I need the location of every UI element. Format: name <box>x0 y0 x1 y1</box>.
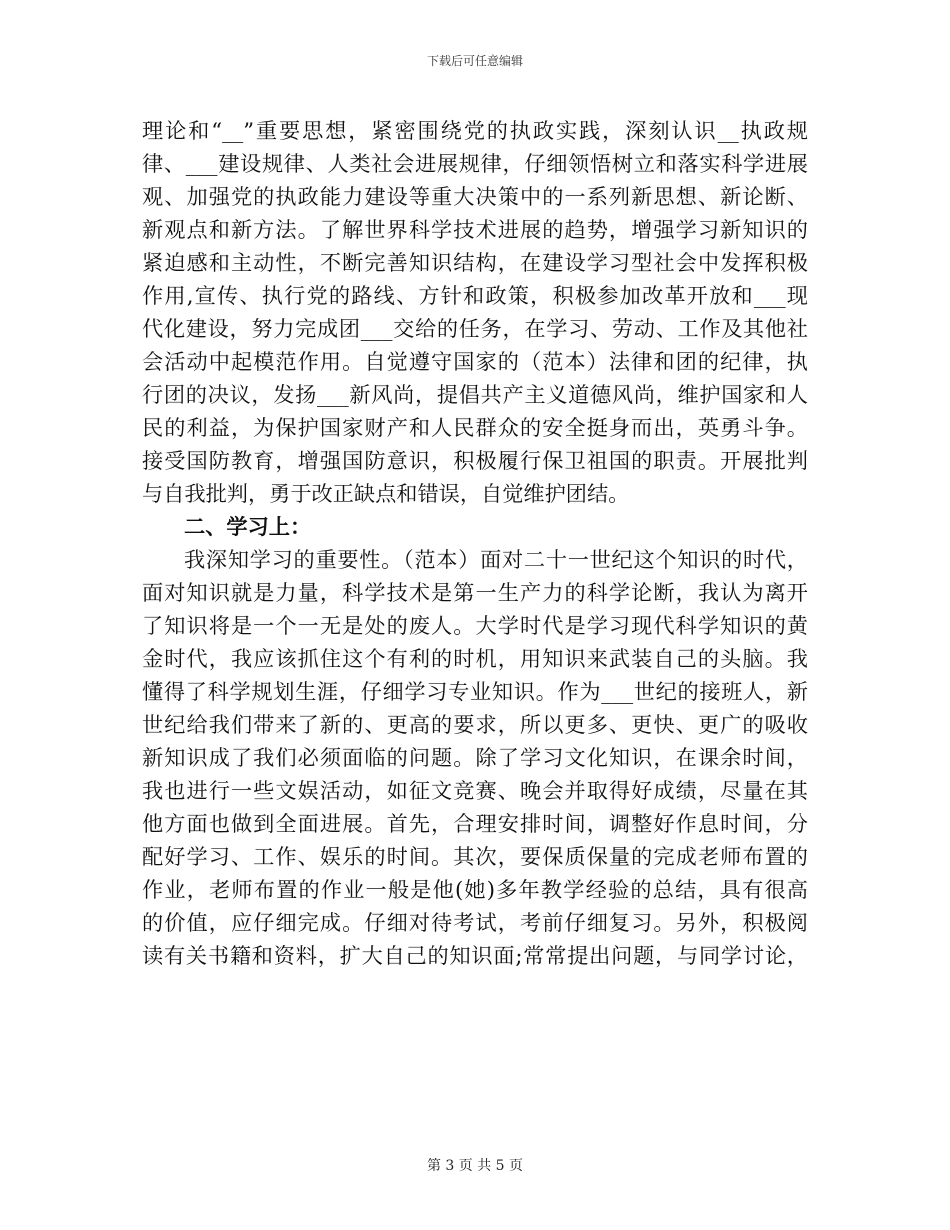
text-line: 接受国防教育，增强国防意识，积极履行保卫祖国的职责。开展批判 <box>142 448 808 473</box>
text-line: 世纪给我们带来了新的、更高的要求，所以更多、更快、更广的吸收 <box>142 712 808 737</box>
text-line: 民的利益，为保护国家财产和人民群众的安全挺身而出，英勇斗争。 <box>142 415 808 440</box>
text-line: 代化建设，努力完成团___交给的任务，在学习、劳动、工作及其他社 <box>142 316 808 341</box>
text-line: 观、加强党的执政能力建设等重大决策中的一系列新思想、新论断、 <box>142 184 808 209</box>
text-line: 新观点和新方法。了解世界科学技术进展的趋势，增强学习新知识的 <box>142 217 808 242</box>
text-line: 的价值，应仔细完成。仔细对待考试，考前仔细复习。另外，积极阅 <box>142 910 808 935</box>
text-line: 作用,宣传、执行党的路线、方针和政策，积极参加改革开放和___现 <box>142 283 808 308</box>
text-line: 作业，老师布置的作业一般是他(她)多年教学经验的总结，具有很高 <box>142 877 808 902</box>
text-line: 我也进行一些文娱活动，如征文竞赛、晚会并取得好成绩，尽量在其 <box>142 778 808 803</box>
text-line: 理论和“__”重要思想，紧密围绕党的执政实践，深刻认识__执政规 <box>142 118 808 143</box>
text-line: 行团的决议，发扬___新风尚，提倡共产主义道德风尚，维护国家和人 <box>142 382 808 407</box>
text-line: 我深知学习的重要性。（范本）面对二十一世纪这个知识的时代， <box>184 547 808 572</box>
text-line: 律、___建设规律、人类社会进展规律，仔细领悟树立和落实科学进展 <box>142 151 808 176</box>
document-body <box>142 114 808 972</box>
text-line: 与自我批判，勇于改正缺点和错误，自觉维护团结。 <box>142 481 630 506</box>
section-heading: 二、学习上： <box>184 514 312 539</box>
page-header: 下载后可任意编辑 <box>426 54 523 68</box>
text-line: 了知识将是一个一无是处的废人。大学时代是学习现代科学知识的黄 <box>142 613 808 638</box>
text-line: 他方面也做到全面进展。首先，合理安排时间，调整好作息时间，分 <box>142 811 808 836</box>
text-line: 会活动中起模范作用。自觉遵守国家的（范本）法律和团的纪律，执 <box>142 349 808 374</box>
text-line: 金时代，我应该抓住这个有利的时机，用知识来武装自己的头脑。我 <box>142 646 808 671</box>
text-line: 配好学习、工作、娱乐的时间。其次，要保质保量的完成老师布置的 <box>142 844 808 869</box>
text-line: 紧迫感和主动性，不断完善知识结构，在建设学习型社会中发挥积极 <box>142 250 808 275</box>
text-line: 懂得了科学规划生涯，仔细学习专业知识。作为___世纪的接班人，新 <box>142 679 808 704</box>
text-line: 面对知识就是力量，科学技术是第一生产力的科学论断，我认为离开 <box>142 580 808 605</box>
text-line: 读有关书籍和资料，扩大自己的知识面;常常提出问题，与同学讨论， <box>142 943 808 968</box>
page-footer: 第 3 页 共 5 页 <box>426 1158 524 1174</box>
text-line: 新知识成了我们必须面临的问题。除了学习文化知识，在课余时间， <box>142 745 808 770</box>
